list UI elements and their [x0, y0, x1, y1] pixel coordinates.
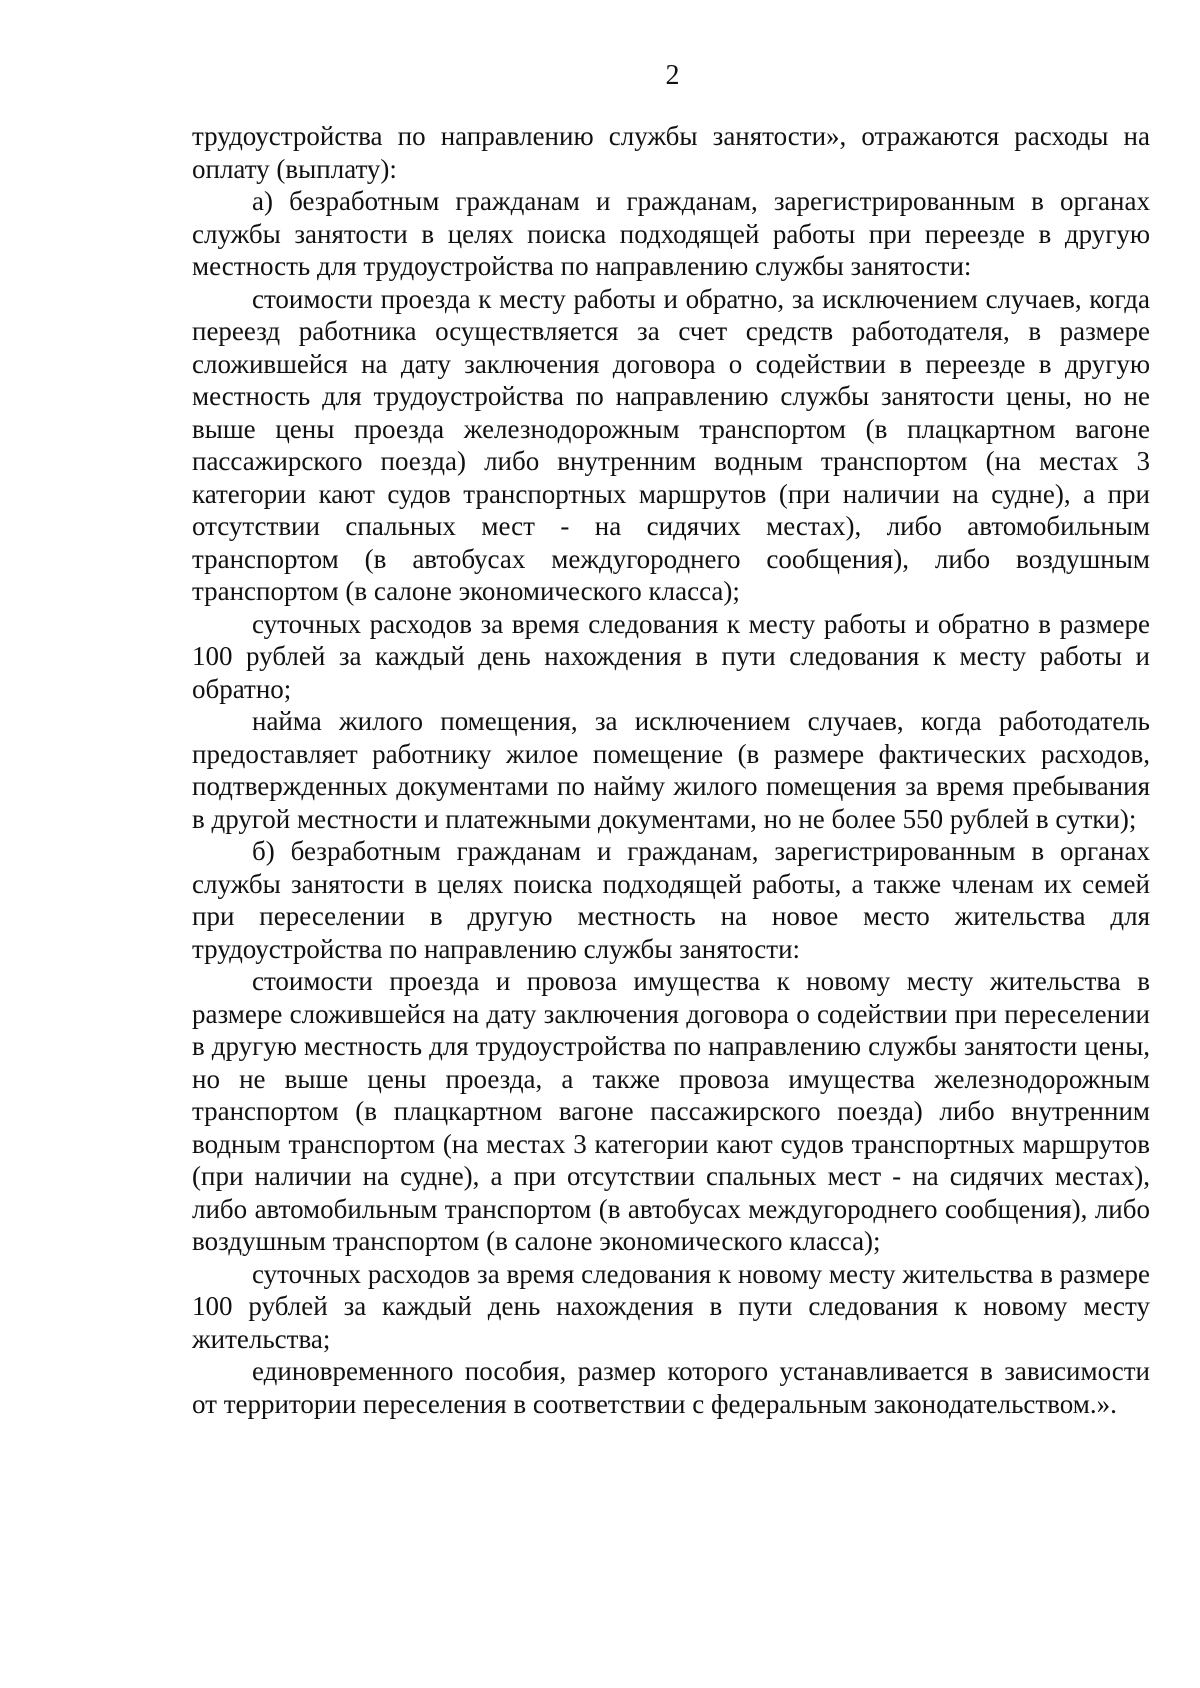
- paragraph-lump-sum-allowance: единовременного пособия, размер которого устанавливается в зависимости от территории переселения в соответствии с федеральным законодательством.».: [192, 1356, 1150, 1419]
- document-body: [192, 120, 1150, 1420]
- paragraph-intro: трудоустройства по направлению службы занятости», отражаются расходы на оплату (выплату):: [192, 121, 1150, 184]
- paragraph-relocation-daily-expenses: суточных расходов за время следования к новому месту жительства в размере 100 рублей за каждый день нахождения в пути следования к новому месту жительства;: [192, 1258, 1150, 1354]
- page-number: 2: [665, 60, 680, 91]
- paragraph-daily-expenses: суточных расходов за время следования к месту работы и обратно в размере 100 рублей за каждый день нахождения в пути следования к месту работы и обратно;: [192, 608, 1150, 704]
- paragraph-travel-cost: стоимости проезда к месту работы и обратно, за исключением случаев, когда переезд работника осуществляется за счет средств работодателя, в размере сложившейся на дату заключения договора о содействии в переезде в другую местность для трудоустройства по направлению службы занятости цены, но не выше цены проезда железнодорожным транспортом (в плацкартном вагоне пассажирского поезда) либо внутренним водным транспортом (на местах 3 категории кают судов транспортных маршрутов (при наличии на судне), а при отсутствии спальных мест - на сидячих местах), либо автомобильным транспортом (в автобусах междугороднего сообщения), либо воздушным транспортом (в салоне экономического класса);: [192, 283, 1150, 606]
- paragraph-relocation-cost: стоимости проезда и провоза имущества к новому месту жительства в размере сложившейся на дату заключения договора о содействии при переселении в другую местность для трудоустройства по направлению службы занятости цены, но не выше цены проезда, а также провоза имущества железнодорожным транспортом (в плацкартном вагоне пассажирского поезда) либо внутренним водным транспортом (на местах 3 категории кают судов транспортных маршрутов (при наличии на судне), а при отсутствии спальных мест - на сидячих местах), либо автомобильным транспортом (в автобусах междугороднего сообщения), либо воздушным транспортом (в салоне экономического класса);: [192, 966, 1150, 1256]
- paragraph-item-a: а) безработным гражданам и гражданам, зарегистрированным в органах службы занятости в целях поиска подходящей работы при переезде в другую местность для трудоустройства по направлению службы занятости:: [192, 186, 1150, 281]
- paragraph-housing-rent: найма жилого помещения, за исключением случаев, когда работодатель предоставляет работнику жилое помещение (в размере фактических расходов, подтвержденных документами по найму жилого помещения за время пребывания в другой местности и платежными документами, но не более 550 рублей в сутки);: [192, 706, 1150, 834]
- paragraph-item-b: б) безработным гражданам и гражданам, зарегистрированным в органах службы занятости в целях поиска подходящей работы, а также членам их семей при переселении в другую местность на новое место жительства для трудоустройства по направлению службы занятости:: [192, 836, 1150, 964]
